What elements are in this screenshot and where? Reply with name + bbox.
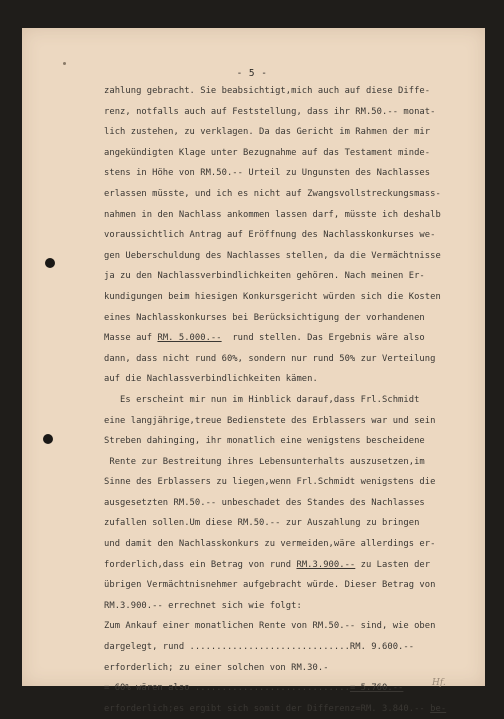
text-line — [104, 308, 474, 329]
text-line — [104, 596, 474, 617]
text-segment: zahlung gebracht. Sie beabsichtigt,mich auch auf diese Diffe- — [104, 86, 431, 96]
text-segment: nahmen in den Nachlass ankommen lassen darf, müsste ich deshalb — [104, 209, 441, 220]
text-segment: angekündigten Klage unter Bezugnahme auf das Testament minde- — [104, 147, 431, 158]
text-line — [104, 246, 474, 267]
text-segment: Streben dahinging, ihr monatlich eine wenigstens bescheidene — [104, 436, 425, 447]
letter-body — [104, 81, 474, 719]
page-number: - 5 - — [236, 68, 268, 79]
text-line — [104, 225, 474, 246]
punch-hole-lower — [43, 434, 53, 444]
text-line — [104, 349, 474, 370]
text-line — [104, 287, 474, 308]
text-segment: = 60% wären also ............................. — [104, 683, 350, 694]
text-line — [104, 163, 474, 184]
text-line — [104, 431, 474, 452]
text-segment: dann, dass nicht rund 60%, sondern nur rund 50% zur Verteilung — [104, 353, 436, 364]
underlined-amount: be- — [430, 703, 447, 714]
text-line — [104, 555, 474, 576]
text-line — [104, 122, 474, 143]
text-line — [104, 205, 474, 226]
text-segment: zufallen sollen.Um diese RM.50.-- zur Auszahlung zu bringen — [104, 518, 420, 529]
text-segment: erlassen müsste, und ich es nicht auf Zwangsvollstreckungsmass- — [104, 188, 441, 199]
text-line — [104, 102, 474, 123]
punch-hole-upper — [45, 258, 55, 268]
text-segment: ja zu den Nachlassverbindlichkeiten gehören. Nach meinen Er- — [104, 271, 425, 282]
text-segment: renz, notfalls auch auf Feststellung, dass ihr RM.50.-- monat- — [104, 106, 436, 117]
paper-speck — [63, 62, 66, 65]
text-line — [104, 493, 474, 514]
text-segment: voraussichtlich Antrag auf Eröffnung des Nachlasskonkurses we- — [104, 230, 436, 241]
underlined-amount: RM. 5.000.-- — [157, 333, 222, 344]
text-segment: eine langjährige,treue Bedienstete des Erblassers war und sein — [104, 415, 436, 426]
text-segment: übrigen Vermächtnisnehmer aufgebracht würde. Dieser Betrag von — [104, 580, 436, 591]
text-segment: ausgesetzten RM.50.-- unbeschadet des Standes des Nachlasses — [104, 497, 425, 508]
text-segment: auf die Nachlassverbindlichkeiten kämen. — [104, 374, 318, 385]
text-segment: zu Lasten der — [355, 559, 431, 570]
text-line — [104, 575, 474, 596]
handwritten-initials-mark: Hf. — [432, 678, 446, 688]
text-segment: Sinne des Erblassers zu liegen,wenn Frl.Schmidt wenigstens die — [104, 477, 436, 488]
text-line — [104, 513, 474, 534]
text-segment: Zum Ankauf einer monatlichen Rente von RM.50.-- sind, wie oben — [104, 621, 436, 632]
underlined-amount: RM.3.900.-- — [296, 559, 356, 570]
text-line — [104, 411, 474, 432]
text-line — [104, 472, 474, 493]
text-line — [104, 390, 474, 411]
text-segment: Rente zur Bestreitung ihres Lebensunterhalts auszusetzen,im — [104, 456, 425, 467]
text-line — [104, 81, 474, 102]
underlined-amount: = 5.760.-- — [349, 683, 404, 694]
text-segment: forderlich,dass ein Betrag von rund — [104, 559, 297, 570]
text-line — [104, 452, 474, 473]
text-line — [104, 678, 474, 699]
text-segment: Es erscheint mir nun im Hinblick darauf,dass Frl.Schmidt — [104, 394, 420, 405]
text-line — [104, 184, 474, 205]
text-line — [104, 658, 474, 679]
text-segment: dargelegt, rund ..............................RM. 9.600.-- — [104, 642, 415, 653]
text-segment: gen Ueberschuldung des Nachlasses stellen, da die Vermächtnisse — [104, 250, 441, 261]
text-line — [104, 328, 474, 349]
text-segment: Masse auf — [104, 333, 158, 344]
text-segment: rund stellen. Das Ergebnis wäre also — [221, 333, 425, 344]
text-segment: und damit den Nachlasskonkurs zu vermeiden,wäre allerdings er- — [104, 539, 436, 550]
text-segment: eines Nachlasskonkurses bei Berücksichtigung der vorhandenen — [104, 312, 425, 323]
text-segment: lich zustehen, zu verklagen. Da das Gericht im Rahmen der mir — [104, 127, 431, 138]
text-segment: RM.3.900.-- errechnet sich wie folgt: — [104, 600, 302, 611]
text-line — [104, 616, 474, 637]
text-segment: stens in Höhe von RM.50.-- Urteil zu Ungunsten des Nachlasses — [104, 168, 431, 179]
text-line — [104, 266, 474, 287]
text-line — [104, 143, 474, 164]
text-line — [104, 369, 474, 390]
text-segment: erforderlich; zu einer solchen von RM.30.- — [104, 662, 329, 673]
text-line — [104, 637, 474, 658]
text-line — [104, 534, 474, 555]
text-segment: erforderlich;es ergibt sich somit der Differenz=RM. 3.840.-- — [104, 703, 431, 714]
text-segment: kundigungen beim hiesigen Konkursgericht würden sich die Kosten — [104, 291, 441, 302]
